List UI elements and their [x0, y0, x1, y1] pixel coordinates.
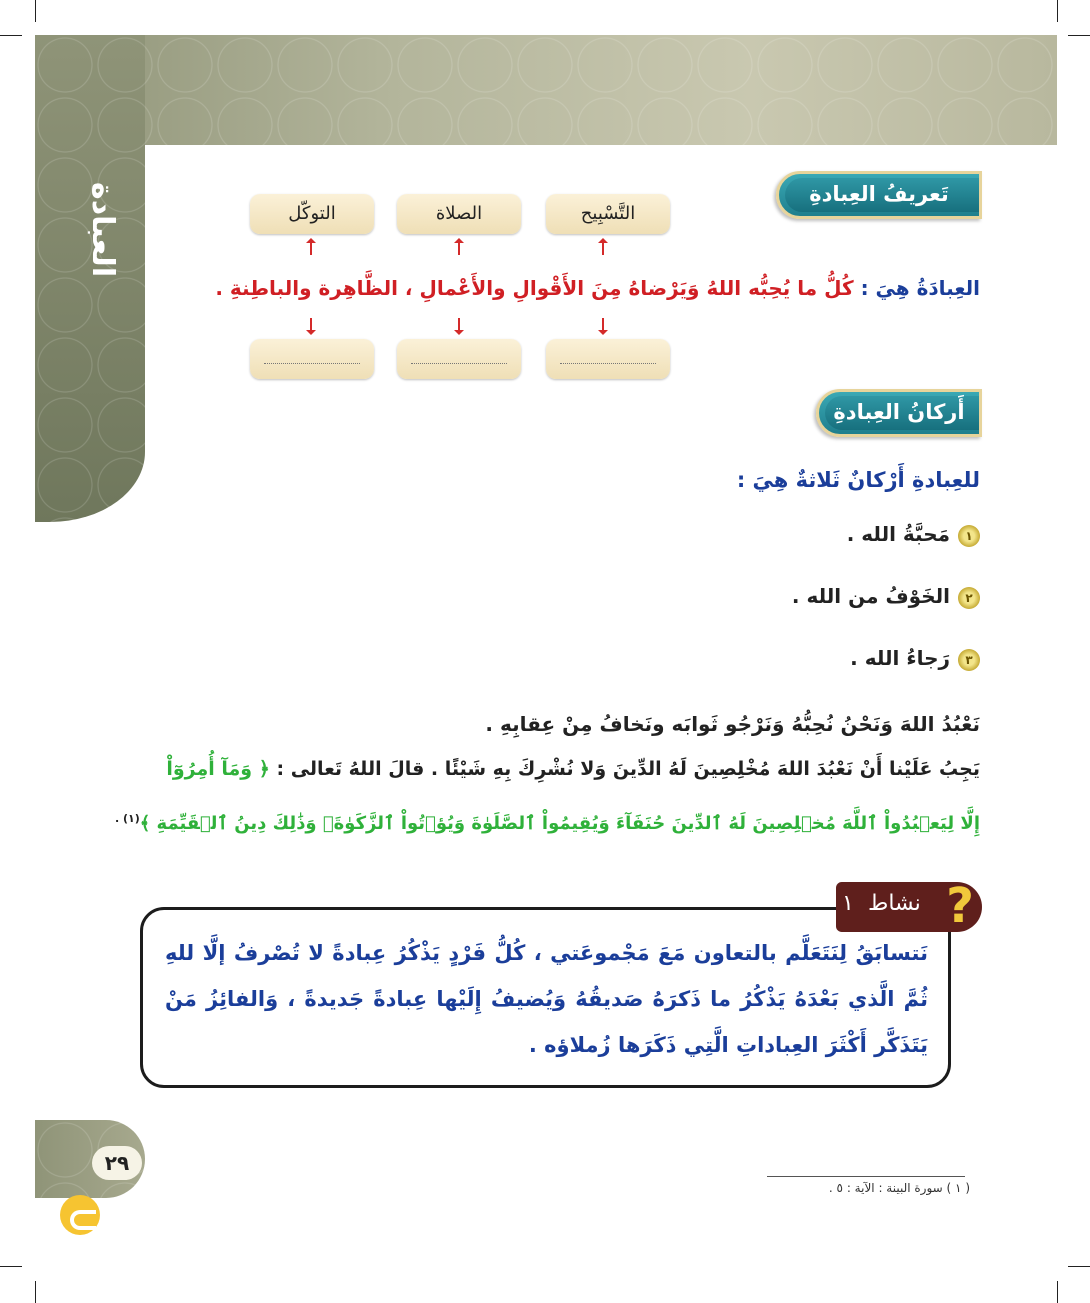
publisher-logo-mark — [70, 1210, 96, 1230]
header-band — [35, 35, 1057, 145]
crop-mark — [0, 35, 22, 36]
activity-label: نشاط — [868, 891, 921, 916]
arrow-up-icon — [310, 243, 312, 255]
definition-line — [215, 276, 980, 300]
answer-blank-1[interactable] — [546, 339, 670, 379]
activity-tab — [836, 878, 982, 934]
example-box-tawakkul: التوكّل — [250, 194, 374, 234]
answer-blank-3[interactable] — [250, 339, 374, 379]
footnote-ref: (١) . — [114, 812, 140, 825]
verse-line — [115, 812, 980, 834]
crop-mark — [1068, 35, 1090, 36]
number-badge-icon: ٣ — [958, 649, 980, 671]
example-box-tasbeeh: التَّسْبِيح — [546, 194, 670, 234]
crop-mark — [35, 1281, 36, 1303]
section-title-pillars: أَركانُ العِبادةِ — [816, 389, 982, 437]
example-box-salah: الصلاة — [397, 194, 521, 234]
crop-mark — [35, 0, 36, 22]
arrow-down-icon — [310, 318, 312, 330]
verse-text: إِلَّا لِيَعۡبُدُواْ ٱللَّهَ مُخۡلِصِينَ لَهُ ٱلدِّينَ حُنَفَآءَ وَيُقِيمُواْ ٱلصَّلَوٰةَ وَيُؤۡتُواْ ٱلزَّكَوٰةَۚ وَذَٰلِكَ دِينُ ٱلۡقَيِّمَةِ ﴾ — [139, 813, 980, 834]
arrow-up-icon — [458, 243, 460, 255]
activity-text: نَتسابَقُ لِنَتَعَلَّم بالتعاون مَعَ مَجْموعَتي ، كُلُّ فَرْدٍ يَذْكُرُ عِبادةً لا تُصْرفُ إلَّا للهِ ثُمَّ الَّذي بَعْدَهُ يَذْكُرُ ما ذَكرَهُ صَديقُهُ وَيُضيفُ إِلَيْها عِبادةً جَديدةً ، وَالفائِزُ مَنْ يَتَذَكَّر أَكْثَرَ العِباداتِ الَّتِي ذَكَرَها زُملاؤه . — [165, 941, 928, 1057]
definition-term: العِبادَةُ هِيَ : — [860, 276, 980, 300]
section-title-definition: تَعريفُ العِبادةِ — [776, 171, 982, 219]
activity-box — [140, 907, 951, 1088]
crop-mark — [1057, 0, 1058, 22]
arrow-down-icon — [602, 318, 604, 330]
number-badge-icon: ١ — [958, 525, 980, 547]
paragraph-worship: نَعْبُدُ اللهَ وَنَحْنُ نُحِبُّهُ وَنَرْجُو ثَوابَه ونَخافُ مِنْ عِقابِهِ . — [485, 712, 980, 736]
question-mark-icon: ? — [946, 878, 974, 934]
verse-text: ﴿ وَمَآ أُمِرُوٓاْ — [166, 758, 270, 780]
crop-mark — [0, 1266, 22, 1267]
activity-number: ١ — [842, 891, 854, 916]
paragraph-sincerity: يَجِبُ عَلَيْنا أَنْ نَعْبُدَ اللهَ مُخْلِصِينَ لَهُ الدِّينَ وَلا نُشْرِكَ بِهِ شَيْئًا . قالَ اللهُ تَعالى : ﴿ وَمَآ أُمِرُوٓاْ — [166, 758, 980, 780]
footnote-divider — [767, 1176, 965, 1177]
page-number: ٢٩ — [92, 1146, 142, 1180]
pillars-intro: للعِبادةِ أَرْكانٌ ثَلاثةٌ هِيَ : — [736, 468, 980, 492]
crop-mark — [1068, 1266, 1090, 1267]
definition-text: كُلُّ ما يُحِبُّه اللهُ وَيَرْضاهُ مِنَ الأَقْوالِ والأَعْمالِ ، الظَّاهِرة والباطِنةِ . — [215, 276, 854, 300]
arrow-down-icon — [458, 318, 460, 330]
pillar-item: ١مَحبَّةُ الله . — [847, 522, 980, 547]
footnote: ( ١ ) سورة البينة : الآية : ٥ . — [828, 1181, 970, 1195]
pillar-item: ٢الخَوْفُ من الله . — [792, 584, 980, 609]
answer-blank-2[interactable] — [397, 339, 521, 379]
pillar-item: ٣رَجاءُ الله . — [850, 646, 980, 671]
crop-mark — [1057, 1281, 1058, 1303]
arrow-up-icon — [602, 243, 604, 255]
number-badge-icon: ٢ — [958, 587, 980, 609]
sidebar-title: العبادة — [85, 182, 120, 278]
